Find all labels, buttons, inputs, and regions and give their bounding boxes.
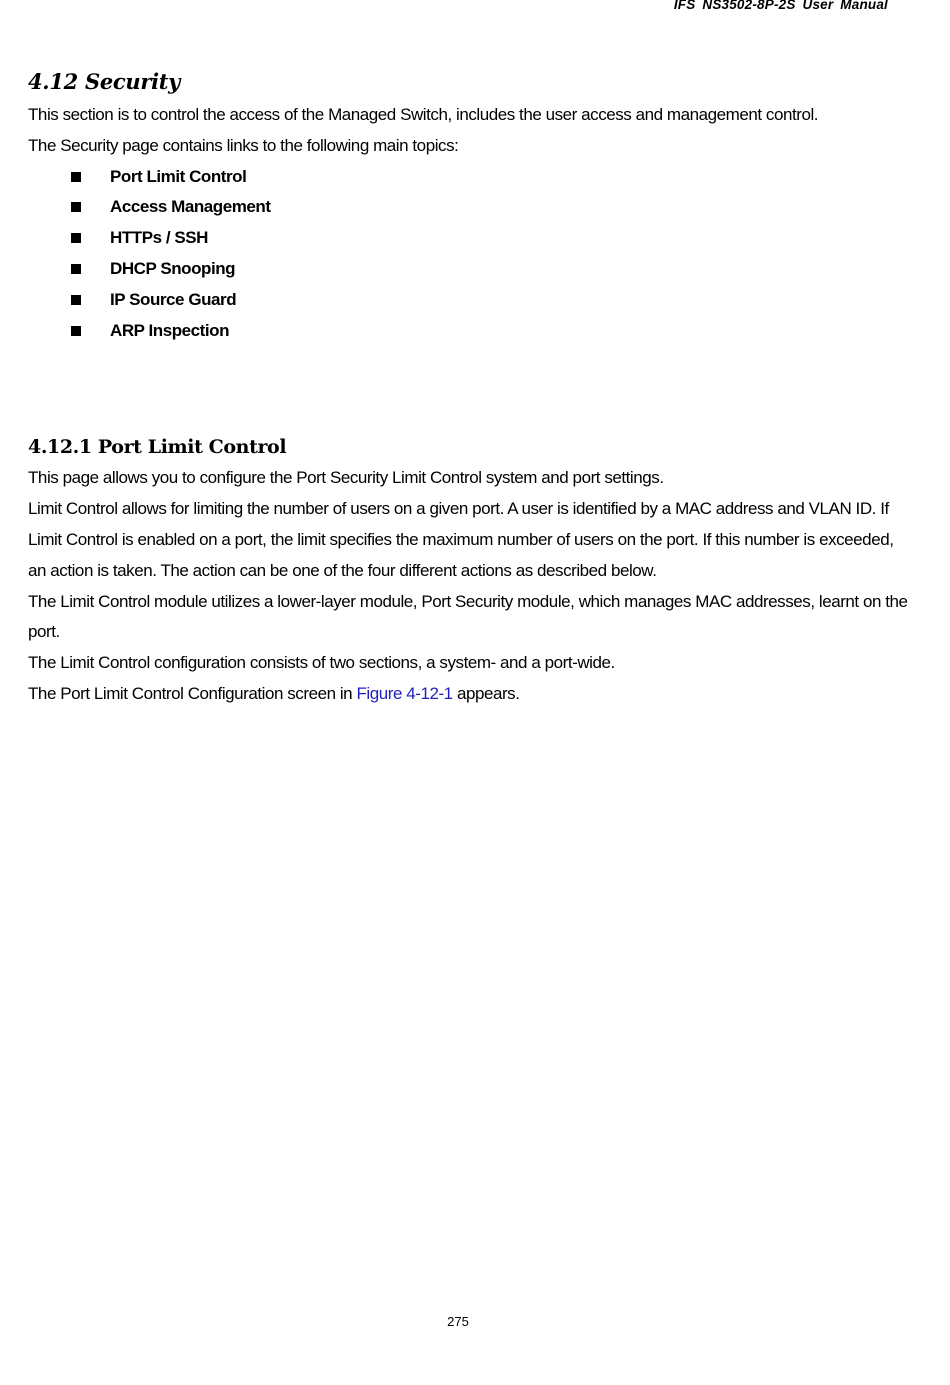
- topic-access-management: [28, 192, 908, 223]
- figure-sentence-before: The Port Limit Control Configuration screen in: [28, 683, 357, 703]
- running-header: IFS NS3502-8P-2S User Manual: [673, 0, 888, 12]
- subsection-title: 4.12.1 Port Limit Control: [28, 436, 287, 459]
- figure-reference-sentence: [28, 679, 908, 710]
- figure-link[interactable]: Figure 4-12-1: [356, 683, 453, 703]
- square-bullet-icon: [71, 233, 81, 243]
- topic-label: IP Source Guard: [110, 289, 237, 309]
- section-title: 4.12 Security: [28, 69, 181, 94]
- topics-list: [28, 162, 908, 347]
- topic-label: Port Limit Control: [110, 166, 247, 186]
- topic-label: ARP Inspection: [110, 320, 230, 340]
- paragraph-module: The Limit Control module utilizes a lower-layer module, Port Security module, which manages MAC addresses, learnt on the port.: [28, 591, 908, 642]
- topic-label: HTTPs / SSH: [110, 228, 209, 248]
- topic-label: DHCP Snooping: [110, 258, 236, 278]
- topic-arp-inspection: [28, 316, 908, 347]
- square-bullet-icon: [71, 202, 81, 212]
- figure-sentence-after: appears.: [452, 683, 520, 703]
- paragraph-limit-control: Limit Control allows for limiting the number of users on a given port. A user is identified by a MAC address and VLAN ID. If Limit Control is enabled on a port, the limit specifies the maximum number of users on the port. If this number is exceeded, an action is taken. The action can be one of the four different actions as described below.: [28, 499, 894, 580]
- document-body: [28, 64, 908, 710]
- topic-ip-source-guard: [28, 285, 908, 316]
- section-intro: This section is to control the access of the Managed Switch, includes the user access and management control.: [28, 105, 819, 124]
- square-bullet-icon: [71, 295, 81, 305]
- topic-https-ssh: [28, 223, 908, 254]
- square-bullet-icon: [71, 172, 81, 182]
- topic-dhcp-snooping: [28, 254, 908, 285]
- topics-intro: The Security page contains links to the following main topics:: [28, 135, 459, 155]
- page-number: 275: [447, 1314, 469, 1329]
- topic-label: Access Management: [110, 197, 271, 217]
- paragraph-configuration: The Limit Control configuration consists of two sections, a system- and a port-wide.: [28, 653, 615, 673]
- square-bullet-icon: [71, 264, 81, 274]
- square-bullet-icon: [71, 326, 81, 336]
- paragraph-overview: This page allows you to configure the Port Security Limit Control system and port settings.: [28, 468, 664, 488]
- topic-port-limit-control: [28, 162, 908, 193]
